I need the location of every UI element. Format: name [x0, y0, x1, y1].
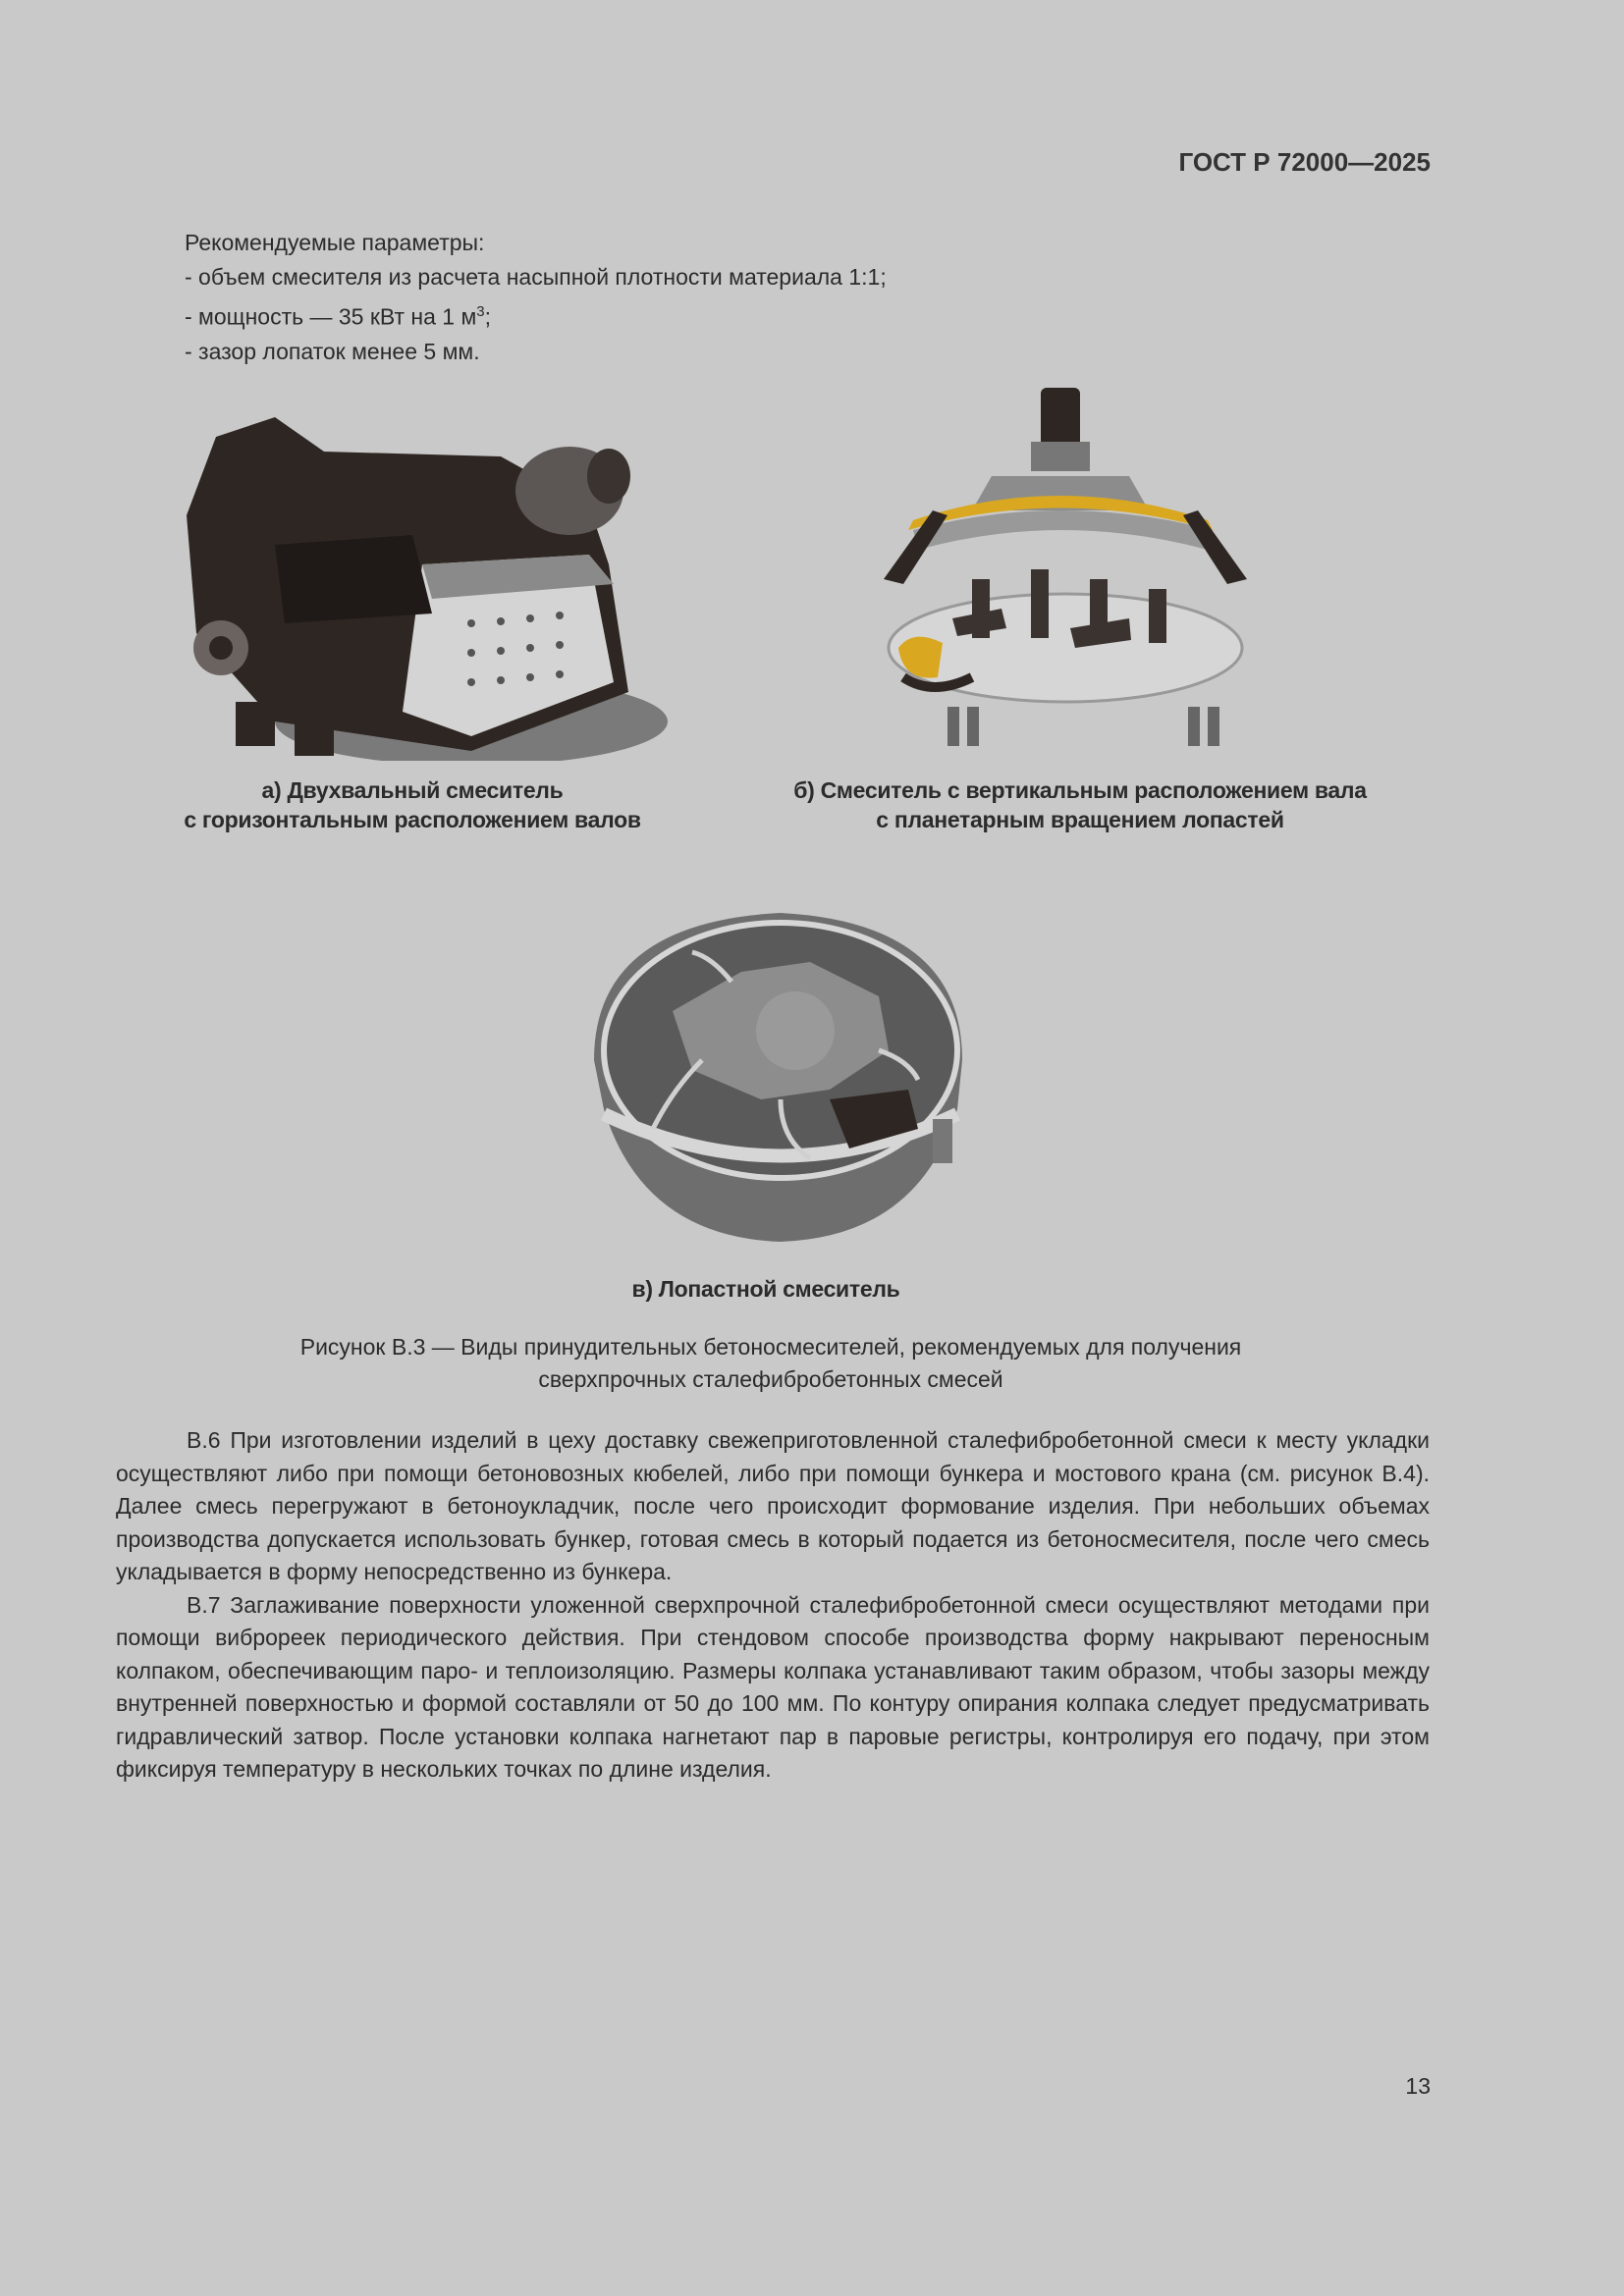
figure-paddle-mixer: [584, 903, 977, 1256]
standard-number: ГОСТ Р 72000—2025: [1178, 147, 1431, 177]
param-item: - зазор лопаток менее 5 мм.: [185, 338, 480, 364]
page-number: 13: [1405, 2073, 1431, 2099]
subcaption-c: в) Лопастной смеситель: [631, 1276, 900, 1302]
subcaption-a: а) Двухвальный смеситель с горизонтальным расположением валов: [184, 777, 641, 832]
subcaption-b: б) Смеситель с вертикальным расположением вала с планетарным вращением лопастей: [793, 777, 1367, 832]
recommended-params: [185, 226, 887, 369]
paragraph: В.6 При изготовлении изделий в цеху доставку свежеприготовленной сталефибробетонной смеси к месту укладки осуществляют либо при помощи бетоновозных кюбелей, либо при помощи бункера и мостового крана (см. рисунок В.4). Далее смесь перегружают в бетоноукладчик, после чего происходит формование изделия. При небольших объемах производства допускается использовать бункер, готовая смесь в который подается из бетоносмесителя, после чего смесь укладывается в форму непосредственно из бункера.: [116, 1427, 1430, 1584]
figure-twin-shaft-mixer: [177, 398, 687, 761]
figure-caption: Рисунок В.3 — Виды принудительных бетоносмесителей, рекомендуемых для получения сверхпрочных сталефибробетонных смесей: [299, 1334, 1242, 1392]
param-item: - объем смесителя из расчета насыпной плотности материала 1:1;: [185, 264, 887, 290]
params-title: Рекомендуемые параметры:: [185, 230, 485, 255]
body-text: [116, 1424, 1430, 1787]
paragraph: В.7 Заглаживание поверхности уложенной сверхпрочной сталефибробетонной смеси осуществляют методами при помощи виброреек периодического действия. При стендовом способе производства форму накрывают переносным колпаком, обеспечивающим паро- и теплоизоляцию. Размеры колпака устанавливают таким образом, чтобы зазоры между внутренней поверхностью и формой составляли от 50 до 100 мм. По контуру опирания колпака следует предусматривать гидравлический затвор. После установки колпака нагнетают пар в паровые регистры, контролируя его подачу, при этом фиксируя температуру в нескольких точках по длине изделия.: [116, 1591, 1430, 1782]
param-item: - мощность — 35 кВт на 1 $м^3$;: [185, 303, 492, 330]
figure-planetary-mixer: [874, 383, 1257, 756]
